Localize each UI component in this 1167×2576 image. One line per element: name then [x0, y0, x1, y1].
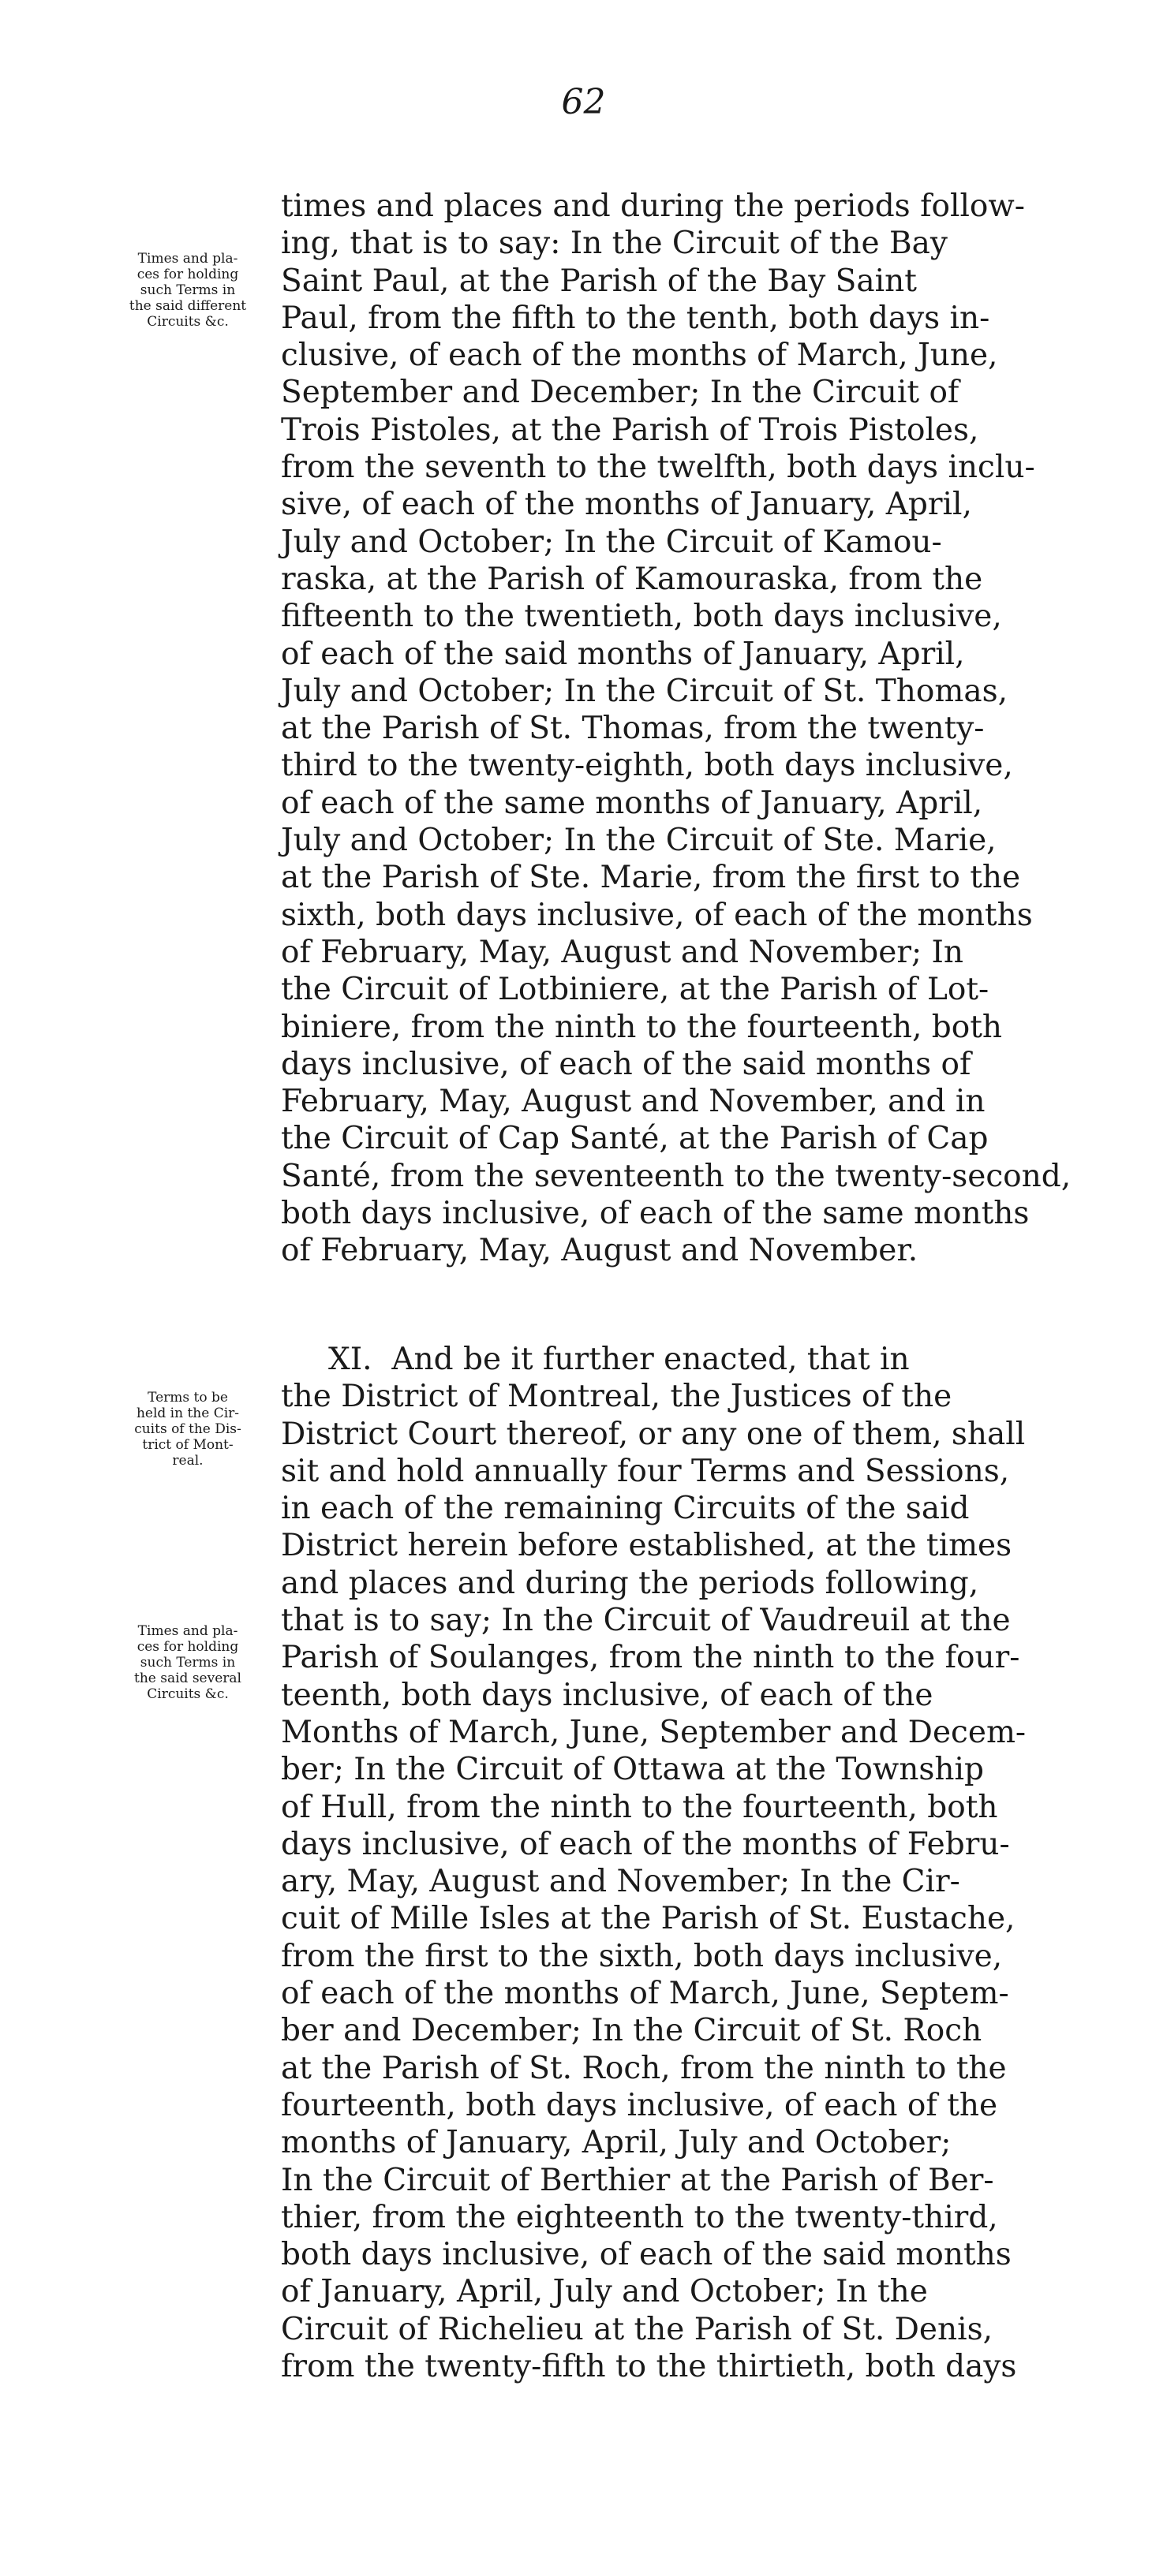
text-line: months of January, April, July and October; — [281, 2125, 952, 2161]
margin-note-line: cuits of the Dis- — [134, 1421, 241, 1437]
text-line: from the twenty-fifth to the thirtieth, both days — [281, 2349, 1017, 2385]
section-xi-first-line-text: And be it further enacted, that in — [391, 1342, 910, 1377]
text-line: ber and December; In the Circuit of St. Roch — [281, 2013, 982, 2049]
text-line: sive, of each of the months of January, April, — [281, 487, 972, 523]
text-line: of February, May, August and November; In — [281, 934, 964, 970]
text-line: of each of the said months of January, April, — [281, 636, 965, 672]
margin-note-line: Circuits &c. — [147, 314, 229, 330]
text-line: and places and during the periods following, — [281, 1565, 979, 1601]
text-line: of January, April, July and October; In the — [281, 2274, 928, 2310]
margin-note-terms-montreal — [109, 1390, 267, 1469]
text-line: the Circuit of Lotbiniere, at the Parish of Lot- — [281, 972, 989, 1008]
text-line: fourteenth, both days inclusive, of each of the — [281, 2087, 998, 2123]
text-line: at the Parish of St. Roch, from the ninth to the — [281, 2050, 1007, 2086]
text-line: days inclusive, of each of the months of Febru- — [281, 1826, 1010, 1862]
text-line: the District of Montreal, the Justices of the — [281, 1379, 952, 1415]
text-line: sixth, both days inclusive, of each of the months — [281, 897, 1033, 933]
text-line: from the seventh to the twelfth, both days inclu- — [281, 450, 1035, 486]
text-line: July and October; In the Circuit of Kamou- — [281, 524, 942, 560]
text-line: ber; In the Circuit of Ottawa at the Township — [281, 1752, 984, 1788]
text-line: In the Circuit of Berthier at the Parish of Ber- — [281, 2162, 994, 2198]
text-line: Circuit of Richelieu at the Parish of St. Denis, — [281, 2311, 993, 2347]
text-line: third to the twenty-eighth, both days inclusive, — [281, 748, 1013, 784]
margin-note-line: the said several — [134, 1671, 241, 1686]
text-line: at the Parish of St. Thomas, from the twenty- — [281, 711, 985, 747]
text-line: July and October; In the Circuit of Ste. Marie, — [281, 823, 997, 859]
text-line: from the first to the sixth, both days inclusive, — [281, 1938, 1003, 1974]
text-line: September and December; In the Circuit of — [281, 375, 959, 411]
text-line: ing, that is to say: In the Circuit of the Bay — [281, 226, 948, 262]
text-line: that is to say; In the Circuit of Vaudreuil at the — [281, 1603, 1011, 1639]
text-line: Santé, from the seventeenth to the twenty-second, — [281, 1158, 1072, 1194]
text-line: of Hull, from the ninth to the fourteenth, both — [281, 1789, 998, 1825]
paragraph-circuits-quebec — [281, 188, 1072, 1270]
text-line: both days inclusive, of each of the same months — [281, 1196, 1030, 1232]
page-number: 62 — [561, 82, 606, 122]
text-line: days inclusive, of each of the said months of — [281, 1046, 971, 1082]
text-line: of each of the months of March, June, Septem- — [281, 1976, 1009, 2012]
margin-note-line: Circuits &c. — [147, 1686, 229, 1702]
margin-note-line: held in the Cir- — [136, 1406, 240, 1421]
text-line: Trois Pistoles, at the Parish of Trois Pistoles, — [281, 412, 979, 448]
text-line: ary, May, August and November; In the Cir- — [281, 1864, 960, 1900]
text-line: District Court thereof, or any one of them, shall — [281, 1416, 1026, 1452]
text-line: fifteenth to the twentieth, both days inclusive, — [281, 599, 1002, 635]
text-line: in each of the remaining Circuits of the said — [281, 1491, 970, 1527]
margin-note-line: trict of Mont- — [142, 1437, 234, 1453]
text-line: the Circuit of Cap Santé, at the Parish of Cap — [281, 1121, 989, 1157]
margin-note-line: Times and pla- — [137, 1623, 238, 1639]
text-line: biniere, from the ninth to the fourteenth, both — [281, 1009, 1002, 1045]
margin-note-line: Terms to be — [148, 1390, 228, 1406]
text-line: clusive, of each of the months of March, June, — [281, 338, 998, 374]
text-line: of each of the same months of January, April, — [281, 785, 983, 821]
section-xi-first-line — [281, 1341, 1023, 1378]
text-line: teenth, both days inclusive, of each of the — [281, 1677, 933, 1713]
margin-note-line: ces for holding — [137, 1639, 239, 1655]
text-line: both days inclusive, of each of the said months — [281, 2237, 1012, 2273]
margin-note-line: Times and pla- — [137, 251, 238, 267]
margin-note-line: real. — [172, 1453, 204, 1469]
margin-note-line: ces for holding — [137, 267, 239, 282]
text-line: thier, from the eighteenth to the twenty-third, — [281, 2199, 998, 2235]
margin-note-times-places-2 — [109, 1623, 267, 1702]
margin-note-line: such Terms in — [140, 1655, 236, 1671]
text-line: District herein before established, at the times — [281, 1528, 1012, 1564]
text-line: cuit of Mille Isles at the Parish of St. Eustache, — [281, 1901, 1016, 1937]
text-line: at the Parish of Ste. Marie, from the first to the — [281, 860, 1021, 896]
margin-note-line: such Terms in — [140, 282, 236, 298]
text-line: July and October; In the Circuit of St. Thomas, — [281, 673, 1008, 709]
text-line: February, May, August and November, and in — [281, 1084, 986, 1120]
text-line: raska, at the Parish of Kamouraska, from the — [281, 561, 983, 597]
text-line: times and places and during the periods follow- — [281, 189, 1025, 224]
margin-note-line: the said different — [129, 298, 247, 314]
text-line: Saint Paul, at the Parish of the Bay Saint — [281, 263, 917, 299]
text-line: Months of March, June, September and Decem- — [281, 1714, 1027, 1750]
text-line: Parish of Soulanges, from the ninth to the four- — [281, 1640, 1020, 1676]
text-line: of February, May, August and November. — [281, 1233, 918, 1269]
section-number: XI. — [328, 1342, 372, 1377]
text-line: sit and hold annually four Terms and Sessions, — [281, 1453, 1010, 1489]
margin-note-times-places-1 — [109, 251, 267, 330]
text-line: Paul, from the fifth to the tenth, both days in- — [281, 300, 990, 336]
paragraph-section-xi — [281, 1341, 1027, 2385]
